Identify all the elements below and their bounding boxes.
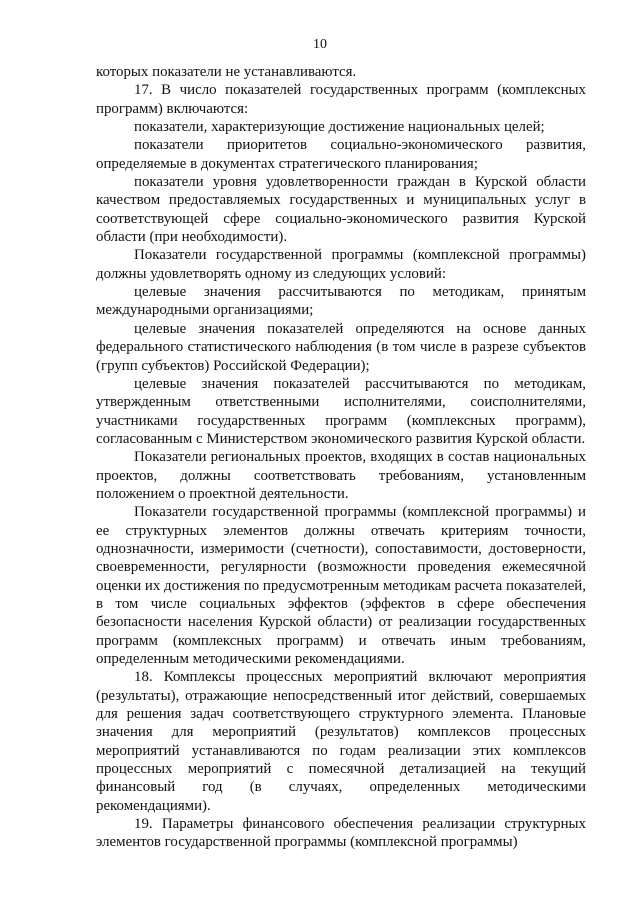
paragraph-approved-methods: целевые значения показателей рассчитываются по методикам, утвержденным ответственными исполнителями, соисполнителями, участниками государственных программ (комплексных программ), согласованным с Министерством экономического развития Курской области. <box>96 375 586 447</box>
paragraph-priorities: показатели приоритетов социально-экономического развития, определяемые в документах стратегического планирования; <box>96 137 586 172</box>
page-number: 10 <box>313 37 327 52</box>
paragraph-regional-projects: Показатели региональных проектов, входящих в состав национальных проектов, должны соответствовать требованиям, установленным положением о проектной деятельности. <box>96 449 586 502</box>
paragraph-item-18: 18. Комплексы процессных мероприятий включают мероприятия (результаты), отражающие непосредственный итог действий, совершаемых для решения задач соответствующего структурного элемента. Плановые значения для мероприятий (результатов) комплексов процессных мероприятий устанавливаются по годам реализации этих комплексов процессных мероприятий с помесячной детализацией на текущий финансовый год (в случаях, определенных методическими рекомендациями). <box>96 669 586 814</box>
paragraph-international-methods: целевые значения рассчитываются по методикам, принятым международными организациями; <box>96 284 586 319</box>
paragraph-national-goals: показатели, характеризующие достижение национальных целей; <box>134 119 545 136</box>
paragraph-statistical-observation: целевые значения показателей определяются на основе данных федерального статистического наблюдения (в том числе в разрезе субъектов (групп субъектов) Российской Федерации); <box>96 320 586 374</box>
document-body <box>96 63 586 852</box>
paragraph-continuation: которых показатели не устанавливаются. <box>96 64 357 80</box>
paragraph-satisfaction: показатели уровня удовлетворенности граждан в Курской области качеством предоставляемых государственных и муниципальных услуг в соответствующей сфере социально-экономического развития Курской области (при необходимости). <box>96 174 586 246</box>
paragraph-item-19: 19. Параметры финансового обеспечения реализации структурных элементов государственной программы (комплексной программы) <box>96 816 586 851</box>
paragraph-item-17: 17. В число показателей государственных программ (комплексных программ) включаются: <box>96 82 586 117</box>
paragraph-conditions: Показатели государственной программы (комплексной программы) должны удовлетворять одному из следующих условий: <box>96 247 586 282</box>
paragraph-criteria: Показатели государственной программы (комплексной программы) и ее структурных элементов должны отвечать критериям точности, однозначности, измеримости (счетности), сопоставимости, достоверности, своевременности, регулярности (возможности проведения ежемесячной оценки их достижения по предусмотренным методикам расчета показателей, в том числе социальных эффектов (эффектов в сфере обеспечения безопасности населения Курской области) от реализации государственных программ (комплексных программ) и отвечать иным требованиям, определенным методическими рекомендациями. <box>96 504 586 667</box>
